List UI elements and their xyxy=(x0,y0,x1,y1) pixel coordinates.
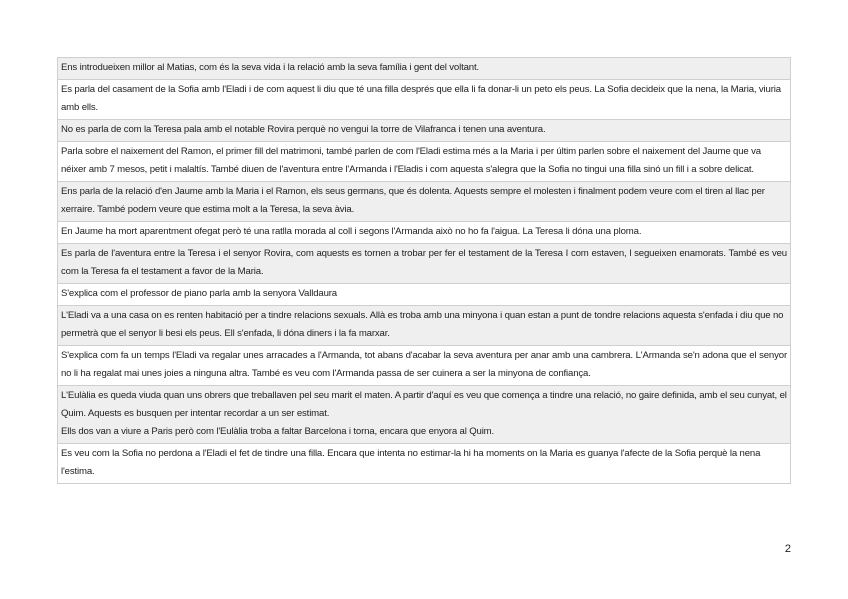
chapter-summary-table xyxy=(57,57,791,484)
table-row xyxy=(58,244,791,284)
summary-cell xyxy=(58,222,791,244)
table-row xyxy=(58,284,791,306)
summary-text: Es parla del casament de la Sofia amb l'Eladi i de com aquest li diu que té una filla després que ella li fa donar-li un peto els peus. La Sofia decideix que la nena, la Maria, viuria amb ells. xyxy=(61,84,781,113)
summary-text: En Jaume ha mort aparentment ofegat però té una ratlla morada al coll i segons l'Armanda això no ho fa l'aigua. La Teresa li dóna una ploma. xyxy=(61,226,642,237)
summary-text: S'explica com fa un temps l'Eladi va regalar unes arracades a l'Armanda, tot abans d'acabar la seva aventura per anar amb una cambrera. L'Armanda se'n adona que el senyor no li ha regalat mai unes joies a ninguna altra. També es veu com l'Armanda passa de ser cuinera a ser la minyona de confiança. xyxy=(61,350,787,379)
table-row xyxy=(58,306,791,346)
summary-cell xyxy=(58,444,791,484)
summary-text: Ens introdueixen millor al Matias, com és la seva vida i la relació amb la seva família i gent del voltant. xyxy=(61,62,480,73)
summary-cell xyxy=(58,182,791,222)
summary-cell xyxy=(58,284,791,306)
table-body xyxy=(58,58,791,484)
table-row xyxy=(58,58,791,80)
summary-text: Es veu com la Sofia no perdona a l'Eladi el fet de tindre una filla. Encara que intenta no estimar-la hi ha moments on la Maria es guanya l'afecte de la Sofia perquè la nena l'estima. xyxy=(61,448,761,477)
summary-cell xyxy=(58,58,791,80)
summary-text: L'Eladi va a una casa on es renten habitació per a tindre relacions sexuals. Allà es troba amb una minyona i quan estan a punt de tondre relacions aquesta s'enfada i diu que no permetrà que el senyor li besi els peus. Ell s'enfada, li dóna diners i la fa marxar. xyxy=(61,310,784,339)
summary-cell xyxy=(58,306,791,346)
page-number: 2 xyxy=(784,543,791,555)
summary-text: Ens parla de la relació d'en Jaume amb la Maria i el Ramon, els seus germans, que és dolenta. Aquests sempre el molesten i finalment podem veure com el tiren al llac per xerraire. També podem veure que estima molt a la Teresa, la seva àvia. xyxy=(61,186,765,215)
summary-cell xyxy=(58,244,791,284)
table-row xyxy=(58,222,791,244)
table-row xyxy=(58,80,791,120)
table-row xyxy=(58,444,791,484)
table-row xyxy=(58,386,791,444)
summary-text: Es parla de l'aventura entre la Teresa i el senyor Rovira, com aquests es tornen a trobar per fer el testament de la Teresa I com estaven, l segueixen enamorats. També es veu com la Teresa fa el testament a favor de la Maria. xyxy=(61,248,787,277)
summary-cell xyxy=(58,120,791,142)
summary-cell xyxy=(58,386,791,444)
summary-cell xyxy=(58,346,791,386)
table-row xyxy=(58,120,791,142)
summary-text: No es parla de com la Teresa pala amb el notable Rovira perquè no vengui la torre de Vilafranca i tenen una aventura. xyxy=(61,124,546,135)
summary-text: S'explica com el professor de piano parla amb la senyora Valldaura xyxy=(61,288,337,299)
summary-cell xyxy=(58,80,791,120)
table-row xyxy=(58,182,791,222)
summary-text: Ells dos van a viure a Paris però com l'Eulàlia troba a faltar Barcelona i torna, encara que enyora al Quim. xyxy=(61,426,495,437)
table-row xyxy=(58,142,791,182)
table-row xyxy=(58,346,791,386)
summary-cell xyxy=(58,142,791,182)
summary-text: Parla sobre el naixement del Ramon, el primer fill del matrimoni, també parlen de com l'Eladi estima més a la Maria i per últim parlen sobre el naixement del Jaume que va néixer amb 7 mesos, petit i malaltís. També diuen de l'aventura entre l'Armanda i l'Eladis i com aquesta s'alegra que la Sofia no tingui una filla sinó un fill i a sobre delicat. xyxy=(61,146,761,175)
summary-text: L'Eulàlia es queda viuda quan uns obrers que treballaven pel seu marit el maten. A partir d'aquí es veu que comença a tindre una relació, no gaire definida, amb el seu cunyat, el Quim. Aquests es busquen per intentar recordar a un ser estimat. xyxy=(61,390,787,419)
